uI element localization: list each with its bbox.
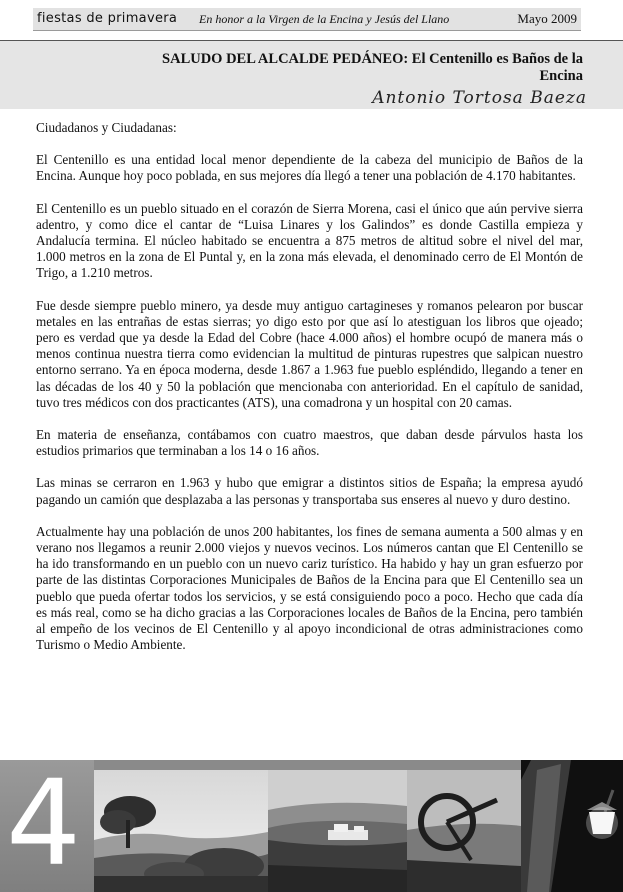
issue-date: Mayo 2009 xyxy=(517,11,577,26)
paragraph: Fue desde siempre pueblo minero, ya desde muy antiguo cartagineses y romanos pelearon por buscar metales en las entrañas de estas sierras; yo digo esto por que así lo atestiguan los libros que ojeado; pero es verdad que ya desde la Edad del Cobre (hace 4.000 años) el hombre ocupó de manera más o menos continua nuestra tierra como evidencian la multitud de pinturas rupestres que salpican nuestro entorno serrano. Ya en época moderna, desde 1.867 a 1.963 fue pueblo espléndido, llegando a tener en las décadas de los 40 y 50 la población que mencionaba con anterioridad. En el capítulo de sanidad, tuvo tres médicos con dos practicantes (ATS), una comadrona y un hospital con 20 camas. xyxy=(36,297,583,410)
landscape-tree-photo xyxy=(94,770,268,892)
mining-wheel-photo xyxy=(407,770,521,892)
title-banner xyxy=(0,40,623,109)
street-lamp-photo xyxy=(521,760,623,892)
running-header xyxy=(33,8,581,31)
article-title: SALUDO DEL ALCALDE PEDÁNEO: El Centenillo es Baños de la Encina xyxy=(162,51,583,84)
header-dedication: En honor a la Virgen de la Encina y Jesús del Llano xyxy=(199,12,450,26)
paragraph: En materia de enseñanza, contábamos con cuatro maestros, que daban desde párvulos hasta los estudios primarios que terminaban a los 14 o 16 años. xyxy=(36,427,583,459)
paragraph: El Centenillo es un pueblo situado en el corazón de Sierra Morena, casi el único que aún pervive sierra adentro, y como dice el cantar de “Luisa Linares y los Galindos” es donde Castilla empieza y Andalucía termina. El núcleo habitado se encuentra a 875 metros de altitud sobre el nivel del mar, 1.000 metros en la zona de El Puntal y, en la zona más elevada, el denominado cerro de El Montón de Trigo, a 1.210 metros. xyxy=(36,200,583,281)
village-hillside-photo xyxy=(268,770,407,892)
page-number: 4 xyxy=(6,754,82,892)
paragraph: El Centenillo es una entidad local menor dependiente de la cabeza del municipio de Baños de la Encina. Aunque hoy poco poblada, en sus mejores día llegó a tener una población de 4.170 habitantes. xyxy=(36,152,583,184)
salutation: Ciudadanos y Ciudadanas: xyxy=(36,120,177,135)
page-number-block xyxy=(0,754,94,892)
publication-name: fiestas de primavera xyxy=(37,11,178,26)
photo-strip-footer xyxy=(0,754,623,892)
article-body xyxy=(36,120,583,669)
article-author: Antonio Tortosa Baeza xyxy=(372,88,587,108)
paragraph: Actualmente hay una población de unos 200 habitantes, los fines de semana aumenta a 500 almas y en verano nos llegamos a reunir 2.000 viejos y nuevos vecinos. Los números cantan que El Centenillo se ha ido transformando en un pueblo con un nuevo cariz turístico. Ha habido y hay un gran esfuerzo por parte de las distintas Corporaciones Municipales de Baños de la Encina para que El Centenillo sea un pueblo que pueda ofertar todos los servicios, y se está consiguiendo poco a poco. Hecho que cada día es más real, como se ha dicho gracias a las Corporaciones locales de Baños de la Encina, pero también al empeño de los vecinos de El Centenillo y al apoyo incondicional de otras administraciones como Turismo o Medio Ambiente. xyxy=(36,523,583,653)
paragraph: Las minas se cerraron en 1.963 y hubo que emigrar a distintos sitios de España; la empresa ayudó pagando un camión que desplazaba a las personas y transportaba sus enseres al nuevo y duro destino. xyxy=(36,475,583,507)
